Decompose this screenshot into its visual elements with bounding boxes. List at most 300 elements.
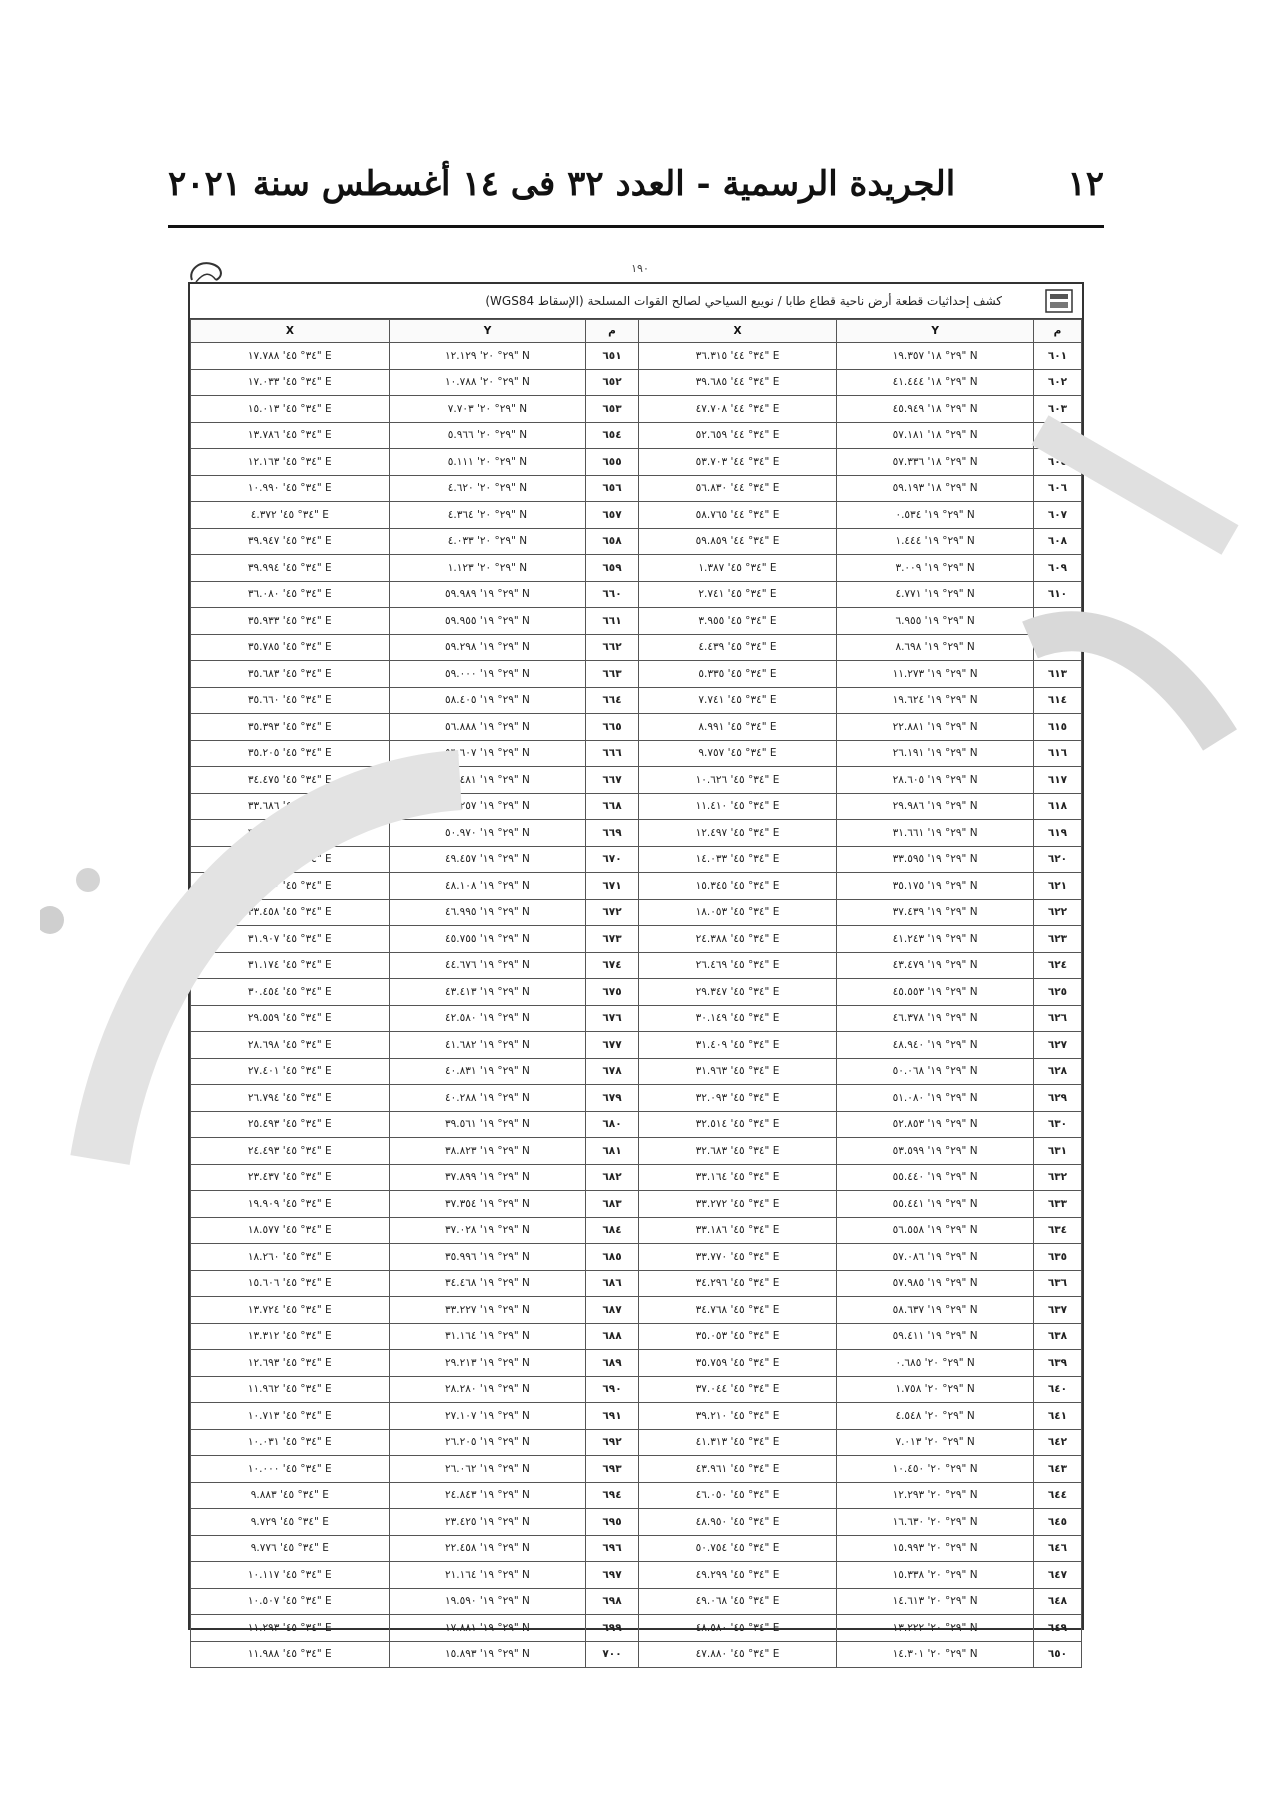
- x-coordinate: ٣٤° ٤٤' ٥٨.٧٦٥" E: [638, 502, 837, 529]
- x-coordinate-2: ٣٤° ٤٥' ١٠.٠٠٠" E: [191, 1456, 390, 1483]
- point-number-2: ٦٩١: [586, 1403, 638, 1430]
- point-number-2: ٦٥١: [586, 343, 638, 370]
- point-number: ٦٤٣: [1033, 1456, 1081, 1483]
- y-coordinate-2: ٢٩° ١٩' ٣١.١٦٤" N: [389, 1323, 586, 1350]
- y-coordinate: ٢٩° ١٨' ٥٧.٣٣٦" N: [837, 449, 1034, 476]
- table-row: [191, 1058, 1082, 1085]
- point-number: ٦١٤: [1033, 687, 1081, 714]
- point-number-2: ٦٦١: [586, 608, 638, 635]
- point-number-2: ٦٦٣: [586, 661, 638, 688]
- x-coordinate: ٣٤° ٤٤' ٣٦.٣١٥" E: [638, 343, 837, 370]
- x-coordinate-2: ٣٤° ٤٥' ١٣.٧٢٤" E: [191, 1297, 390, 1324]
- x-coordinate: ٣٤° ٤٥' ٤٧.٨٨٠" E: [638, 1641, 837, 1668]
- point-number-2: ٦٨٣: [586, 1191, 638, 1218]
- x-coordinate-2: ٣٤° ٤٥' ١٠.٥٠٧" E: [191, 1588, 390, 1615]
- x-coordinate: ٣٤° ٤٥' ٣١.٤٠٩" E: [638, 1032, 837, 1059]
- y-coordinate-2: ٢٩° ١٩' ٣٧.٣٥٤" N: [389, 1191, 586, 1218]
- y-coordinate: ٢٩° ١٩' ٥٦.٥٥٨" N: [837, 1217, 1034, 1244]
- point-number: ٦٤٩: [1033, 1615, 1081, 1642]
- table-row: [191, 422, 1082, 449]
- table-row: [191, 1350, 1082, 1377]
- point-number-2: ٦٩٧: [586, 1562, 638, 1589]
- point-number: ٦١٧: [1033, 767, 1081, 794]
- x-coordinate-2: ٣٤° ٤٥' ٣١.٩٠٧" E: [191, 926, 390, 953]
- point-number-2: ٦٧٣: [586, 926, 638, 953]
- x-coordinate-2: ٣٤° ٤٥' ٣٠.٤٥٤" E: [191, 979, 390, 1006]
- point-number: ٦٠٥: [1033, 449, 1081, 476]
- y-coordinate-2: ٢٩° ١٩' ٥٣.٢٥٧" N: [389, 793, 586, 820]
- y-coordinate-2: ٢٩° ١٩' ٣٧.٨٩٩" N: [389, 1164, 586, 1191]
- point-number-2: ٦٨٠: [586, 1111, 638, 1138]
- y-coordinate: ٢٩° ١٩' ٣٧.٤٣٩" N: [837, 899, 1034, 926]
- y-coordinate: ٢٩° ١٩' ٦.٩٥٥" N: [837, 608, 1034, 635]
- table-row: [191, 1376, 1082, 1403]
- point-number-2: ٦٦٩: [586, 820, 638, 847]
- x-coordinate-2: ٣٤° ٤٥' ٣٣.٤٤٨" E: [191, 820, 390, 847]
- y-coordinate: ٢٩° ١٩' ٥٧.٩٨٥" N: [837, 1270, 1034, 1297]
- y-coordinate-2: ٢٩° ٢٠' ٥.١١١" N: [389, 449, 586, 476]
- x-coordinate: ٣٤° ٤٥' ٣٢.٠٩٣" E: [638, 1085, 837, 1112]
- x-coordinate: ٣٤° ٤٤' ٥٢.٦٥٩" E: [638, 422, 837, 449]
- x-coordinate-2: ٣٤° ٤٥' ١٢.٦٩٣" E: [191, 1350, 390, 1377]
- x-coordinate: ٣٤° ٤٥' ١١.٤١٠" E: [638, 793, 837, 820]
- x-coordinate-2: ٣٤° ٤٥' ١٣.٣١٢" E: [191, 1323, 390, 1350]
- x-coordinate-2: ٣٤° ٤٥' ٣٤.٤٧٥" E: [191, 767, 390, 794]
- point-number: ٦٠٤: [1033, 422, 1081, 449]
- x-coordinate-2: ٣٤° ٤٥' ٣٣.٤٥٨" E: [191, 899, 390, 926]
- x-coordinate: ٣٤° ٤٥' ٥٠.٧٥٤" E: [638, 1535, 837, 1562]
- table-row: [191, 1482, 1082, 1509]
- point-number: ٦٠٩: [1033, 555, 1081, 582]
- point-number-2: ٦٥٣: [586, 396, 638, 423]
- table-row: [191, 714, 1082, 741]
- point-number-2: ٦٨٦: [586, 1270, 638, 1297]
- y-coordinate: ٢٩° ١٩' ٠.٥٣٤" N: [837, 502, 1034, 529]
- x-coordinate: ٣٤° ٤٥' ٣٧.٠٤٤" E: [638, 1376, 837, 1403]
- x-coordinate: ٣٤° ٤٥' ٣٣.١٨٦" E: [638, 1217, 837, 1244]
- y-coordinate-2: ٢٩° ١٩' ٥٤.٤٨١" N: [389, 767, 586, 794]
- header-divider: [168, 225, 1104, 228]
- y-coordinate-2: ٢٩° ٢٠' ٤.٦٢٠" N: [389, 475, 586, 502]
- x-coordinate: ٣٤° ٤٥' ٤٦.٠٥٠" E: [638, 1482, 837, 1509]
- y-coordinate-2: ٢٩° ١٩' ٥٦.٦٠٧" N: [389, 740, 586, 767]
- table-row: [191, 475, 1082, 502]
- y-coordinate: ٢٩° ١٩' ٥٨.٦٣٧" N: [837, 1297, 1034, 1324]
- table-row: [191, 634, 1082, 661]
- table-row: [191, 608, 1082, 635]
- x-coordinate-2: ٣٤° ٤٥' ١١.٢٩٣" E: [191, 1615, 390, 1642]
- table-row: [191, 555, 1082, 582]
- y-coordinate: ٢٩° ١٩' ٥٩.٤١١" N: [837, 1323, 1034, 1350]
- point-number: ٦٢٣: [1033, 926, 1081, 953]
- x-coordinate-2: ٣٤° ٤٥' ٢٦.٧٩٤" E: [191, 1085, 390, 1112]
- point-number: ٦٠٨: [1033, 528, 1081, 555]
- x-coordinate-2: ٣٤° ٤٥' ٣٣.٨٣٠" E: [191, 873, 390, 900]
- x-coordinate-2: ٣٤° ٤٥' ١٩.٩٠٩" E: [191, 1191, 390, 1218]
- y-coordinate-2: ٢٩° ١٩' ٤٣.٤١٣" N: [389, 979, 586, 1006]
- point-number: ٦٢٩: [1033, 1085, 1081, 1112]
- x-coordinate-2: ٣٤° ٤٥' ١٠.٩٩٠" E: [191, 475, 390, 502]
- table-row: [191, 1032, 1082, 1059]
- x-coordinate: ٣٤° ٤٥' ٢٩.٣٤٧" E: [638, 979, 837, 1006]
- x-coordinate: ٣٤° ٤٥' ٣٠.١٤٩" E: [638, 1005, 837, 1032]
- point-number-2: ٦٦٤: [586, 687, 638, 714]
- x-coordinate: ٣٤° ٤٥' ٧.٧٤١" E: [638, 687, 837, 714]
- page-number: ١٢: [1067, 164, 1104, 204]
- x-coordinate: ٣٤° ٤٥' ٤٨.٥٨٠" E: [638, 1615, 837, 1642]
- x-coordinate-2: ٣٤° ٤٥' ٣٩.٩٤٧" E: [191, 528, 390, 555]
- point-number: ٦١٠: [1033, 581, 1081, 608]
- y-coordinate: ٢٩° ١٩' ١.٤٤٤" N: [837, 528, 1034, 555]
- x-coordinate: ٣٤° ٤٤' ٤٧.٧٠٨" E: [638, 396, 837, 423]
- point-number-2: ٦٧٦: [586, 1005, 638, 1032]
- y-coordinate-2: ٢٩° ١٩' ٢٤.٨٤٣" N: [389, 1482, 586, 1509]
- x-coordinate: ٣٤° ٤٥' ٣٥.٠٥٣" E: [638, 1323, 837, 1350]
- sheet-caption-text: كشف إحداثيات قطعة أرض ناحية قطاع طابا / نويبع السياحي لصالح القوات المسلحة (الإسقاط WGS84): [485, 294, 1002, 308]
- point-number-2: ٦٧٠: [586, 846, 638, 873]
- x-coordinate: ٣٤° ٤٥' ١٠.٦٢٦" E: [638, 767, 837, 794]
- point-number: ٦٤٨: [1033, 1588, 1081, 1615]
- y-coordinate: ٢٩° ١٨' ٥٧.١٨١" N: [837, 422, 1034, 449]
- point-number-2: ٧٠٠: [586, 1641, 638, 1668]
- point-number: ٦٣٩: [1033, 1350, 1081, 1377]
- y-coordinate-2: ٢٩° ١٩' ٣٨.٨٢٣" N: [389, 1138, 586, 1165]
- point-number: ٦٤٤: [1033, 1482, 1081, 1509]
- table-row: [191, 1085, 1082, 1112]
- y-coordinate-2: ٢٩° ١٩' ٤٦.٩٩٥" N: [389, 899, 586, 926]
- point-number: ٦١٩: [1033, 820, 1081, 847]
- y-coordinate: ٢٩° ١٨' ٥٩.١٩٣" N: [837, 475, 1034, 502]
- y-coordinate-2: ٢٩° ١٩' ٣٩.٥٦١" N: [389, 1111, 586, 1138]
- table-row: [191, 1588, 1082, 1615]
- point-number-2: ٦٥٤: [586, 422, 638, 449]
- x-coordinate: ٣٤° ٤٥' ٥.٣٣٥" E: [638, 661, 837, 688]
- y-coordinate: ٢٩° ١٩' ٥٣.٥٩٩" N: [837, 1138, 1034, 1165]
- x-coordinate: ٣٤° ٤٥' ١٥.٣٤٥" E: [638, 873, 837, 900]
- table-row: [191, 1005, 1082, 1032]
- x-coordinate-2: ٣٤° ٤٥' ٢٣.٤٣٧" E: [191, 1164, 390, 1191]
- x-coordinate: ٣٤° ٤٥' ٣٢.٦٨٣" E: [638, 1138, 837, 1165]
- y-coordinate-2: ٢٩° ١٩' ٥٩.٩٨٩" N: [389, 581, 586, 608]
- y-coordinate: ٢٩° ١٩' ٣١.٦٦١" N: [837, 820, 1034, 847]
- table-row: [191, 449, 1082, 476]
- y-coordinate: ٢٩° ١٩' ٤٥.٥٥٣" N: [837, 979, 1034, 1006]
- y-coordinate: ٢٩° ١٩' ٨.٦٩٨" N: [837, 634, 1034, 661]
- x-coordinate-2: ٣٤° ٤٥' ٣٥.٦٨٣" E: [191, 661, 390, 688]
- table-row: [191, 767, 1082, 794]
- y-coordinate-2: ٢٩° ١٩' ٢٢.٤٥٨" N: [389, 1535, 586, 1562]
- x-coordinate-2: ٣٤° ٤٥' ١٠.٠٣١" E: [191, 1429, 390, 1456]
- y-coordinate: ٢٩° ١٩' ٢٦.١٩١" N: [837, 740, 1034, 767]
- x-coordinate-2: ٣٤° ٤٥' ١١.٩٨٨" E: [191, 1641, 390, 1668]
- x-coordinate: ٣٤° ٤٥' ٣٣.١٦٤" E: [638, 1164, 837, 1191]
- table-row: [191, 926, 1082, 953]
- y-coordinate-2: ٢٩° ١٩' ٥٨.٤٠٥" N: [389, 687, 586, 714]
- point-number-2: ٦٦٦: [586, 740, 638, 767]
- x-coordinate: ٣٤° ٤٤' ٥٦.٨٣٠" E: [638, 475, 837, 502]
- x-coordinate-2: ٣٤° ٤٥' ٣٥.٧٨٥" E: [191, 634, 390, 661]
- point-number-2: ٦٩٢: [586, 1429, 638, 1456]
- point-number-2: ٦٨٧: [586, 1297, 638, 1324]
- y-coordinate: ٢٩° ١٩' ٥١.٠٨٠" N: [837, 1085, 1034, 1112]
- point-number-2: ٦٥٥: [586, 449, 638, 476]
- y-coordinate: ٢٩° ٢٠' ١٥.٩٩٣" N: [837, 1535, 1034, 1562]
- scanned-document: [188, 262, 1092, 1661]
- table-row: [191, 343, 1082, 370]
- point-number: ٦٠٣: [1033, 396, 1081, 423]
- y-coordinate-2: ٢٩° ١٩' ٤٨.١٠٨" N: [389, 873, 586, 900]
- table-row: [191, 1191, 1082, 1218]
- point-number: ٦٤٥: [1033, 1509, 1081, 1536]
- x-coordinate: ٣٤° ٤٥' ٤٩.٠٦٨" E: [638, 1588, 837, 1615]
- point-number-2: ٦٥٧: [586, 502, 638, 529]
- point-number-2: ٦٩٩: [586, 1615, 638, 1642]
- table-row: [191, 1244, 1082, 1271]
- x-coordinate-2: ٣٤° ٤٥' ١١.٩٦٢" E: [191, 1376, 390, 1403]
- x-coordinate: ٣٤° ٤٥' ١٤.٠٣٣" E: [638, 846, 837, 873]
- x-coordinate-2: ٣٤° ٤٥' ٣٦.٠٨٠" E: [191, 581, 390, 608]
- point-number: ٦٣٢: [1033, 1164, 1081, 1191]
- col-header-y-2: Y: [389, 320, 586, 343]
- y-coordinate: ٢٩° ١٩' ٤٦.٣٧٨" N: [837, 1005, 1034, 1032]
- x-coordinate-2: ٣٤° ٤٥' ٣١.١٧٤" E: [191, 952, 390, 979]
- point-number: ٦١٦: [1033, 740, 1081, 767]
- y-coordinate-2: ٢٩° ١٩' ١٥.٨٩٣" N: [389, 1641, 586, 1668]
- table-body: [191, 343, 1082, 1668]
- table-row: [191, 820, 1082, 847]
- x-coordinate: ٣٤° ٤٥' ٤١.٣١٣" E: [638, 1429, 837, 1456]
- y-coordinate-2: ٢٩° ١٩' ٣٣.٢٢٧" N: [389, 1297, 586, 1324]
- point-number-2: ٦٨١: [586, 1138, 638, 1165]
- y-coordinate: ٢٩° ١٩' ٤٨.٩٤٠" N: [837, 1032, 1034, 1059]
- x-coordinate: ٣٤° ٤٤' ٥٩.٨٥٩" E: [638, 528, 837, 555]
- x-coordinate: ٣٤° ٤٥' ١.٣٨٧" E: [638, 555, 837, 582]
- point-number-2: ٦٦٥: [586, 714, 638, 741]
- point-number: ٦٣٣: [1033, 1191, 1081, 1218]
- col-header-no: م: [1033, 320, 1081, 343]
- point-number: ٦١٣: [1033, 661, 1081, 688]
- point-number-2: ٦٥٦: [586, 475, 638, 502]
- y-coordinate-2: ٢٩° ٢٠' ٧.٧٠٣" N: [389, 396, 586, 423]
- point-number-2: ٦٧٢: [586, 899, 638, 926]
- y-coordinate-2: ٢٩° ١٩' ٣٤.٤٦٨" N: [389, 1270, 586, 1297]
- y-coordinate: ٢٩° ١٩' ٥٥.٤٤١" N: [837, 1191, 1034, 1218]
- y-coordinate: ٢٩° ١٩' ٣٥.١٧٥" N: [837, 873, 1034, 900]
- y-coordinate-2: ٢٩° ١٩' ٢٨.٢٨٠" N: [389, 1376, 586, 1403]
- page-header: [168, 158, 1104, 210]
- y-coordinate: ٢٩° ١٩' ٣.٠٠٩" N: [837, 555, 1034, 582]
- y-coordinate: ٢٩° ١٨' ١٩.٣٥٧" N: [837, 343, 1034, 370]
- table-row: [191, 899, 1082, 926]
- x-coordinate: ٣٤° ٤٥' ٩.٧٥٧" E: [638, 740, 837, 767]
- y-coordinate: ٢٩° ١٩' ٥٢.٨٥٣" N: [837, 1111, 1034, 1138]
- point-number: ٦٣٦: [1033, 1270, 1081, 1297]
- x-coordinate: ٣٤° ٤٥' ٣٢.٥١٤" E: [638, 1111, 837, 1138]
- x-coordinate-2: ٣٤° ٤٥' ٩.٧٧٦" E: [191, 1535, 390, 1562]
- x-coordinate-2: ٣٤° ٤٥' ٢٨.٦٩٨" E: [191, 1032, 390, 1059]
- x-coordinate-2: ٣٤° ٤٥' ٣٥.٢٠٥" E: [191, 740, 390, 767]
- point-number: ٦٣٨: [1033, 1323, 1081, 1350]
- emblem-icon: [1042, 288, 1076, 314]
- x-coordinate: ٣٤° ٤٤' ٣٩.٦٨٥" E: [638, 369, 837, 396]
- x-coordinate-2: ٣٤° ٤٥' ٩.٧٢٩" E: [191, 1509, 390, 1536]
- y-coordinate-2: ٢٩° ٢٠' ١٠.٧٨٨" N: [389, 369, 586, 396]
- y-coordinate: ٢٩° ١٩' ٥٠.٠٦٨" N: [837, 1058, 1034, 1085]
- y-coordinate: ٢٩° ١٩' ٤١.٢٤٣" N: [837, 926, 1034, 953]
- x-coordinate: ٣٤° ٤٥' ٤٣.٩٦١" E: [638, 1456, 837, 1483]
- point-number: ٦٤٠: [1033, 1376, 1081, 1403]
- y-coordinate: ٢٩° ١٩' ١١.٢٧٣" N: [837, 661, 1034, 688]
- y-coordinate-2: ٢٩° ٢٠' ٤.٠٣٣" N: [389, 528, 586, 555]
- point-number: ٦٤٦: [1033, 1535, 1081, 1562]
- y-coordinate: ٢٩° ٢٠' ٠.٦٨٥" N: [837, 1350, 1034, 1377]
- y-coordinate-2: ٢٩° ١٩' ٥٠.٩٧٠" N: [389, 820, 586, 847]
- point-number-2: ٦٦٧: [586, 767, 638, 794]
- table-row: [191, 1562, 1082, 1589]
- table-header-row: [191, 320, 1082, 343]
- point-number-2: ٦٩٣: [586, 1456, 638, 1483]
- table-row: [191, 1641, 1082, 1668]
- x-coordinate-2: ٣٤° ٤٥' ٩.٨٨٣" E: [191, 1482, 390, 1509]
- y-coordinate-2: ٢٩° ١٩' ٢٦.٢٠٥" N: [389, 1429, 586, 1456]
- x-coordinate: ٣٤° ٤٥' ٣٤.٧٦٨" E: [638, 1297, 837, 1324]
- table-row: [191, 740, 1082, 767]
- y-coordinate: ٢٩° ١٩' ٤٣.٤٧٩" N: [837, 952, 1034, 979]
- point-number: ٦٣٥: [1033, 1244, 1081, 1271]
- x-coordinate-2: ٣٤° ٤٥' ٢٥.٤٩٣" E: [191, 1111, 390, 1138]
- point-number: ٦٢٨: [1033, 1058, 1081, 1085]
- y-coordinate-2: ٢٩° ٢٠' ٥.٩٦٦" N: [389, 422, 586, 449]
- table-row: [191, 979, 1082, 1006]
- y-coordinate: ٢٩° ١٩' ١٩.٦٢٤" N: [837, 687, 1034, 714]
- y-coordinate-2: ٢٩° ١٩' ٢٦.٠٦٢" N: [389, 1456, 586, 1483]
- y-coordinate: ٢٩° ٢٠' ١٤.٣٠١" N: [837, 1641, 1034, 1668]
- x-coordinate: ٣٤° ٤٥' ٣٣.٧٧٠" E: [638, 1244, 837, 1271]
- table-row: [191, 661, 1082, 688]
- x-coordinate: ٣٤° ٤٥' ٣٣.٢٧٢" E: [638, 1191, 837, 1218]
- x-coordinate-2: ٣٤° ٤٥' ٣٩.٩٩٤" E: [191, 555, 390, 582]
- x-coordinate: ٣٤° ٤٥' ٣١.٩٦٣" E: [638, 1058, 837, 1085]
- point-number: ٦٥٠: [1033, 1641, 1081, 1668]
- y-coordinate: ٢٩° ١٩' ٢٨.٦٠٥" N: [837, 767, 1034, 794]
- x-coordinate-2: ٣٤° ٤٥' ١٥.٦٠٦" E: [191, 1270, 390, 1297]
- x-coordinate-2: ٣٤° ٤٥' ١٧.٠٣٣" E: [191, 369, 390, 396]
- x-coordinate-2: ٣٤° ٤٥' ١٣.٧٨٦" E: [191, 422, 390, 449]
- point-number: ٦٢٢: [1033, 899, 1081, 926]
- x-coordinate-2: ٣٤° ٤٥' ١٠.١١٧" E: [191, 1562, 390, 1589]
- y-coordinate: ٢٩° ١٨' ٤٥.٩٤٩" N: [837, 396, 1034, 423]
- point-number-2: ٦٥٢: [586, 369, 638, 396]
- x-coordinate: ٣٤° ٤٥' ٤.٤٣٩" E: [638, 634, 837, 661]
- point-number: ٦٢٠: [1033, 846, 1081, 873]
- y-coordinate: ٢٩° ٢٠' ١٢.٢٩٣" N: [837, 1482, 1034, 1509]
- point-number: ٦١٨: [1033, 793, 1081, 820]
- point-number: ٦٠٦: [1033, 475, 1081, 502]
- x-coordinate-2: ٣٤° ٤٥' ٣٥.٦٦٠" E: [191, 687, 390, 714]
- point-number: ٦٠٧: [1033, 502, 1081, 529]
- point-number-2: ٦٦٢: [586, 634, 638, 661]
- y-coordinate-2: ٢٩° ٢٠' ٤.٣٦٤" N: [389, 502, 586, 529]
- table-row: [191, 528, 1082, 555]
- point-number: ٦٢١: [1033, 873, 1081, 900]
- x-coordinate: ٣٤° ٤٥' ٣٥.٧٥٩" E: [638, 1350, 837, 1377]
- table-row: [191, 1164, 1082, 1191]
- point-number-2: ٦٧١: [586, 873, 638, 900]
- y-coordinate-2: ٢٩° ٢٠' ١٢.١٢٩" N: [389, 343, 586, 370]
- point-number: ٦٢٧: [1033, 1032, 1081, 1059]
- table-row: [191, 1403, 1082, 1430]
- y-coordinate-2: ٢٩° ١٩' ٥٩.٠٠٠" N: [389, 661, 586, 688]
- y-coordinate: ٢٩° ١٩' ٢٢.٨٨١" N: [837, 714, 1034, 741]
- point-number: ٦٣٧: [1033, 1297, 1081, 1324]
- point-number: ٦٣٤: [1033, 1217, 1081, 1244]
- point-number-2: ٦٩٠: [586, 1376, 638, 1403]
- point-number: ٦٢٦: [1033, 1005, 1081, 1032]
- x-coordinate-2: ٣٤° ٤٥' ٣٥.٣٩٣" E: [191, 714, 390, 741]
- x-coordinate: ٣٤° ٤٥' ١٢.٤٩٧" E: [638, 820, 837, 847]
- y-coordinate: ٢٩° ١٨' ٤١.٤٤٤" N: [837, 369, 1034, 396]
- y-coordinate: ٢٩° ١٩' ٣٣.٥٩٥" N: [837, 846, 1034, 873]
- y-coordinate: ٢٩° ٢٠' ١.٧٥٨" N: [837, 1376, 1034, 1403]
- y-coordinate-2: ٢٩° ١٩' ٥٩.٢٩٨" N: [389, 634, 586, 661]
- x-coordinate-2: ٣٤° ٤٥' ١٨.٥٧٧" E: [191, 1217, 390, 1244]
- point-number-2: ٦٨٥: [586, 1244, 638, 1271]
- y-coordinate-2: ٢٩° ١٩' ٤٩.٤٥٧" N: [389, 846, 586, 873]
- y-coordinate-2: ٢٩° ١٩' ٤٤.٦٧٦" N: [389, 952, 586, 979]
- x-coordinate-2: ٣٤° ٤٥' ١٥.٠١٣" E: [191, 396, 390, 423]
- table-row: [191, 793, 1082, 820]
- y-coordinate-2: ٢٩° ١٩' ٥٩.٩٥٥" N: [389, 608, 586, 635]
- point-number-2: ٦٨٨: [586, 1323, 638, 1350]
- y-coordinate-2: ٢٩° ١٩' ٤٠.٨٣١" N: [389, 1058, 586, 1085]
- x-coordinate-2: ٣٤° ٤٥' ٢٤.٤٩٣" E: [191, 1138, 390, 1165]
- point-number: ٦٤١: [1033, 1403, 1081, 1430]
- table-row: [191, 846, 1082, 873]
- coordinates-table: [190, 319, 1082, 1668]
- point-number-2: ٦٥٨: [586, 528, 638, 555]
- point-number-2: ٦٩٦: [586, 1535, 638, 1562]
- point-number-2: ٦٧٨: [586, 1058, 638, 1085]
- point-number-2: ٦٥٩: [586, 555, 638, 582]
- y-coordinate-2: ٢٩° ١٩' ٢١.١٦٤" N: [389, 1562, 586, 1589]
- point-number-2: ٦٨٤: [586, 1217, 638, 1244]
- table-row: [191, 1535, 1082, 1562]
- table-row: [191, 687, 1082, 714]
- x-coordinate-2: ٣٤° ٤٥' ١٢.١٦٣" E: [191, 449, 390, 476]
- point-number-2: ٦٨٩: [586, 1350, 638, 1377]
- table-row: [191, 581, 1082, 608]
- table-row: [191, 1456, 1082, 1483]
- x-coordinate: ٣٤° ٤٥' ١٨.٠٥٣" E: [638, 899, 837, 926]
- table-row: [191, 1138, 1082, 1165]
- page-title: الجريدة الرسمية - العدد ٣٢ فى ١٤ أغسطس سنة ٢٠٢١: [168, 164, 956, 204]
- table-row: [191, 1297, 1082, 1324]
- table-row: [191, 396, 1082, 423]
- point-number-2: ٦٧٤: [586, 952, 638, 979]
- table-row: [191, 1429, 1082, 1456]
- point-number: ٦١١: [1033, 608, 1081, 635]
- sheet-caption: [190, 284, 1082, 319]
- table-row: [191, 1509, 1082, 1536]
- y-coordinate-2: ٢٩° ١٩' ٢٧.١٠٧" N: [389, 1403, 586, 1430]
- point-number: ٦٢٥: [1033, 979, 1081, 1006]
- x-coordinate-2: ٣٤° ٤٥' ٢٩.٥٥٩" E: [191, 1005, 390, 1032]
- y-coordinate: ٢٩° ٢٠' ٤.٥٤٨" N: [837, 1403, 1034, 1430]
- point-number: ٦١٥: [1033, 714, 1081, 741]
- y-coordinate: ٢٩° ٢٠' ١٥.٣٣٨" N: [837, 1562, 1034, 1589]
- point-number-2: ٦٦٨: [586, 793, 638, 820]
- table-row: [191, 369, 1082, 396]
